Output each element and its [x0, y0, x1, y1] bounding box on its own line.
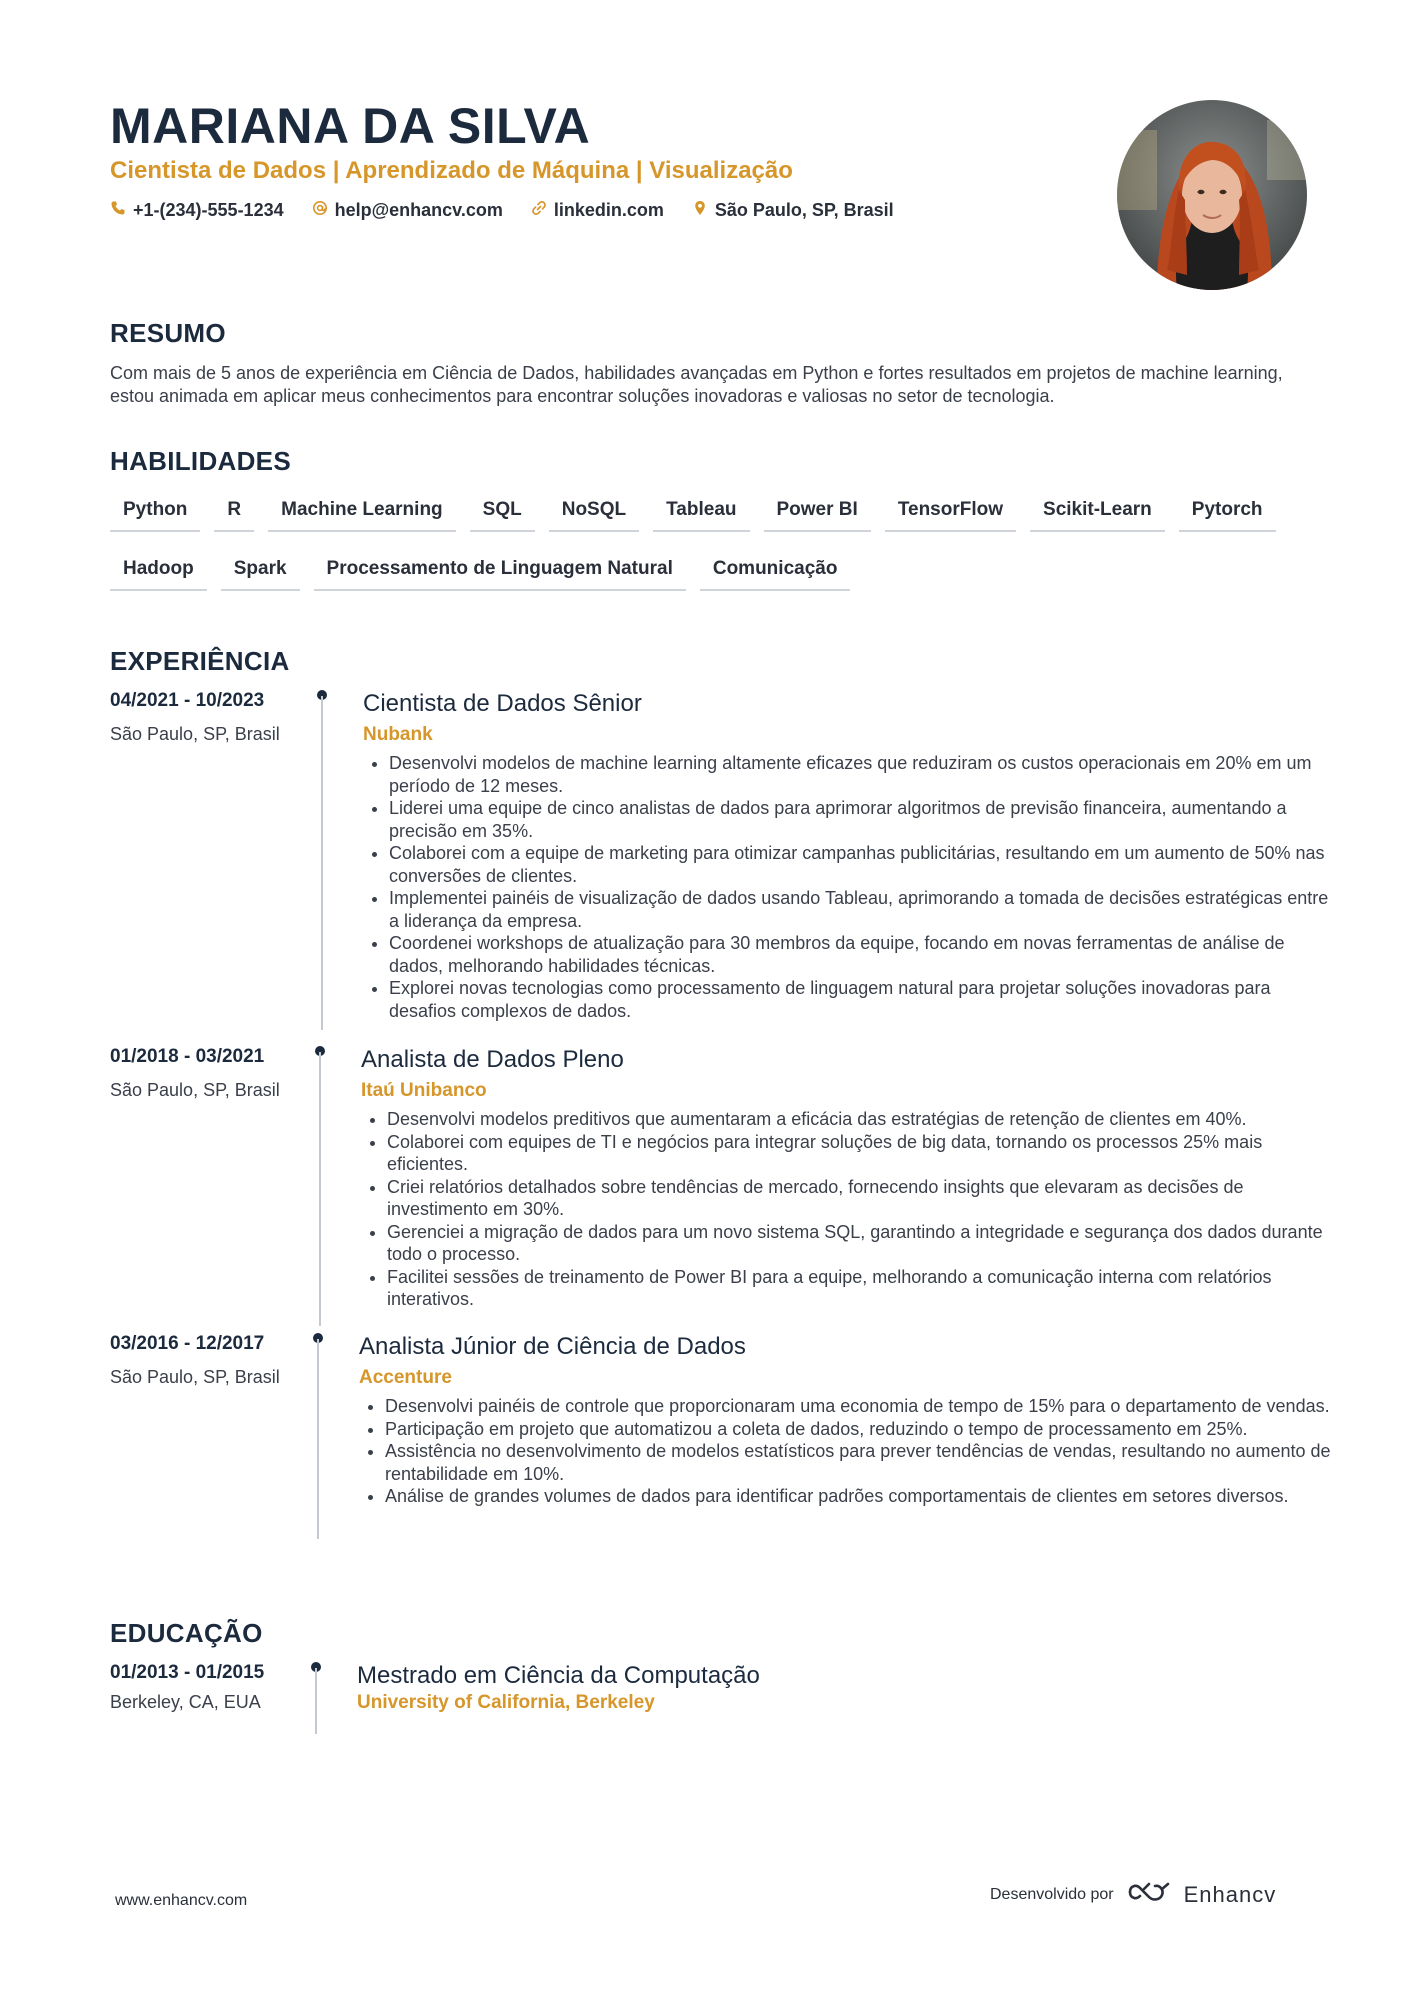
experience-entry — [110, 690, 1329, 1030]
bullet-item: • Liderei uma equipe de cinco analistas de dados para aprimorar algoritmos de previsão financeira, aumentando a precisão em 35%. — [389, 797, 1339, 842]
job-location: São Paulo, SP, Brasil — [110, 1367, 280, 1387]
contact-location-text: São Paulo, SP, Brasil — [714, 200, 894, 220]
skill-tag: Processamento de Linguagem Natural — [314, 554, 686, 591]
skill-tag: Hadoop — [110, 554, 207, 591]
job-location: São Paulo, SP, Brasil — [110, 724, 280, 744]
education-heading: EDUCAÇÃO — [110, 1618, 263, 1648]
skills-list — [110, 495, 1310, 591]
degree-title: Mestrado em Ciência da Computação — [357, 1662, 760, 1689]
experience-entry — [110, 1046, 1323, 1326]
footer-made-by: Desenvolvido por — [990, 1885, 1114, 1903]
bullet-item: • Participação em projeto que automatizou a coleta de dados, reduzindo o tempo de processamento em 25%. — [385, 1418, 1345, 1441]
skill-tag: Comunicação — [700, 554, 851, 591]
job-bullets — [367, 752, 1339, 1022]
skills-heading: HABILIDADES — [110, 446, 291, 476]
skill-tag: Python — [110, 495, 200, 532]
skill-tag: Power BI — [764, 495, 871, 532]
bullet-item: • Assistência no desenvolvimento de modelos estatísticos para prever tendências de vendas, resultando no aumento de rentabilidade em 10%. — [385, 1440, 1345, 1485]
contact-linkedin[interactable] — [531, 200, 664, 221]
school-name: University of California, Berkeley — [357, 1692, 655, 1713]
bullet-item: • Análise de grandes volumes de dados para identificar padrões comportamentais de clientes em setores diversos. — [385, 1485, 1345, 1508]
skill-tag: Pytorch — [1179, 495, 1276, 532]
profile-photo — [1117, 100, 1307, 290]
education-entry — [110, 1662, 1310, 1742]
bullet-item: • Desenvolvi painéis de controle que proporcionaram uma economia de tempo de 15% para o departamento de vendas. — [385, 1395, 1345, 1418]
bullet-item: • Explorei novas tecnologias como processamento de linguagem natural para projetar soluções inovadoras para desafios complexos de dados. — [389, 977, 1339, 1022]
location-pin-icon — [692, 200, 708, 221]
skill-tag: TensorFlow — [885, 495, 1016, 532]
contact-row — [110, 200, 894, 221]
job-company: Accenture — [359, 1367, 452, 1388]
skill-tag: Scikit-Learn — [1030, 495, 1165, 532]
job-location: São Paulo, SP, Brasil — [110, 1080, 280, 1100]
job-company: Itaú Unibanco — [361, 1080, 487, 1101]
job-date: 03/2016 - 12/2017 — [110, 1333, 265, 1354]
contact-phone-text: +1-(234)-555-1234 — [133, 200, 284, 220]
timeline-line — [317, 1339, 319, 1539]
experience-heading: EXPERIÊNCIA — [110, 646, 290, 676]
bullet-item: • Criei relatórios detalhados sobre tendências de mercado, fornecendo insights que elevaram as decisões de investimento em 30%. — [387, 1176, 1347, 1221]
job-date: 04/2021 - 10/2023 — [110, 690, 265, 711]
job-role: Analista Júnior de Ciência de Dados — [359, 1333, 746, 1360]
summary-text: Com mais de 5 anos de experiência em Ciência de Dados, habilidades avançadas em Python e fortes resultados em projetos de machine learning, estou animada em aplicar meus conhecimentos para encontrar soluções inovadoras e valiosas no setor de tecnologia. — [110, 363, 1283, 406]
enhancv-logo-icon — [1126, 1880, 1172, 1909]
skill-tag: R — [214, 495, 254, 532]
bullet-item: • Colaborei com equipes de TI e negócios para integrar soluções de big data, tornando os processos 25% mais eficientes. — [387, 1131, 1347, 1176]
link-icon — [531, 200, 547, 221]
experience-entry — [110, 1333, 1331, 1573]
job-company: Nubank — [363, 724, 433, 745]
footer-brand: Enhancv — [1183, 1881, 1277, 1907]
candidate-name: MARIANA DA SILVA — [110, 98, 591, 154]
bullet-item: • Implementei painéis de visualização de dados usando Tableau, aprimorando a tomada de decisões estratégicas entre a liderança da empresa. — [389, 887, 1339, 932]
contact-location — [692, 200, 894, 221]
skill-tag: Spark — [221, 554, 300, 591]
job-bullets — [363, 1395, 1345, 1508]
candidate-title: Cientista de Dados | Aprendizado de Máquina | Visualização — [110, 157, 793, 184]
education-location: Berkeley, CA, EUA — [110, 1692, 261, 1712]
bullet-item: • Gerenciei a migração de dados para um novo sistema SQL, garantindo a integridade e segurança dos dados durante todo o processo. — [387, 1221, 1347, 1266]
skill-tag: NoSQL — [549, 495, 639, 532]
footer-branding[interactable] — [990, 1880, 1276, 1909]
bullet-item: • Desenvolvi modelos de machine learning altamente eficazes que reduziram os custos operacionais em 20% em um período de 12 meses. — [389, 752, 1339, 797]
bullet-item: • Desenvolvi modelos preditivos que aumentaram a eficácia das estratégias de retenção de clientes em 40%. — [387, 1108, 1347, 1131]
timeline-line — [321, 696, 323, 1030]
bullet-item: • Facilitei sessões de treinamento de Power BI para a equipe, melhorando a comunicação interna com relatórios interativos. — [387, 1266, 1347, 1311]
summary-heading: RESUMO — [110, 318, 226, 348]
at-icon — [312, 200, 328, 221]
skill-tag: SQL — [470, 495, 535, 532]
job-role: Cientista de Dados Sênior — [363, 690, 642, 717]
contact-phone[interactable] — [110, 200, 284, 221]
job-date: 01/2018 - 03/2021 — [110, 1046, 265, 1067]
skill-tag: Machine Learning — [268, 495, 456, 532]
footer-website[interactable]: www.enhancv.com — [115, 1892, 248, 1909]
contact-email-text: help@enhancv.com — [334, 200, 503, 220]
contact-linkedin-text: linkedin.com — [553, 200, 664, 220]
contact-email[interactable] — [312, 200, 503, 221]
bullet-item: • Coordenei workshops de atualização para 30 membros da equipe, focando em novas ferramentas de análise de dados, melhorando habilidades técnicas. — [389, 932, 1339, 977]
timeline-line — [315, 1668, 317, 1734]
job-bullets — [365, 1108, 1347, 1311]
timeline-line — [319, 1052, 321, 1326]
phone-icon — [110, 200, 126, 221]
bullet-item: • Colaborei com a equipe de marketing para otimizar campanhas publicitárias, resultando em um aumento de 50% nas conversões de clientes. — [389, 842, 1339, 887]
skill-tag: Tableau — [653, 495, 749, 532]
job-role: Analista de Dados Pleno — [361, 1046, 624, 1073]
education-date: 01/2013 - 01/2015 — [110, 1662, 265, 1683]
